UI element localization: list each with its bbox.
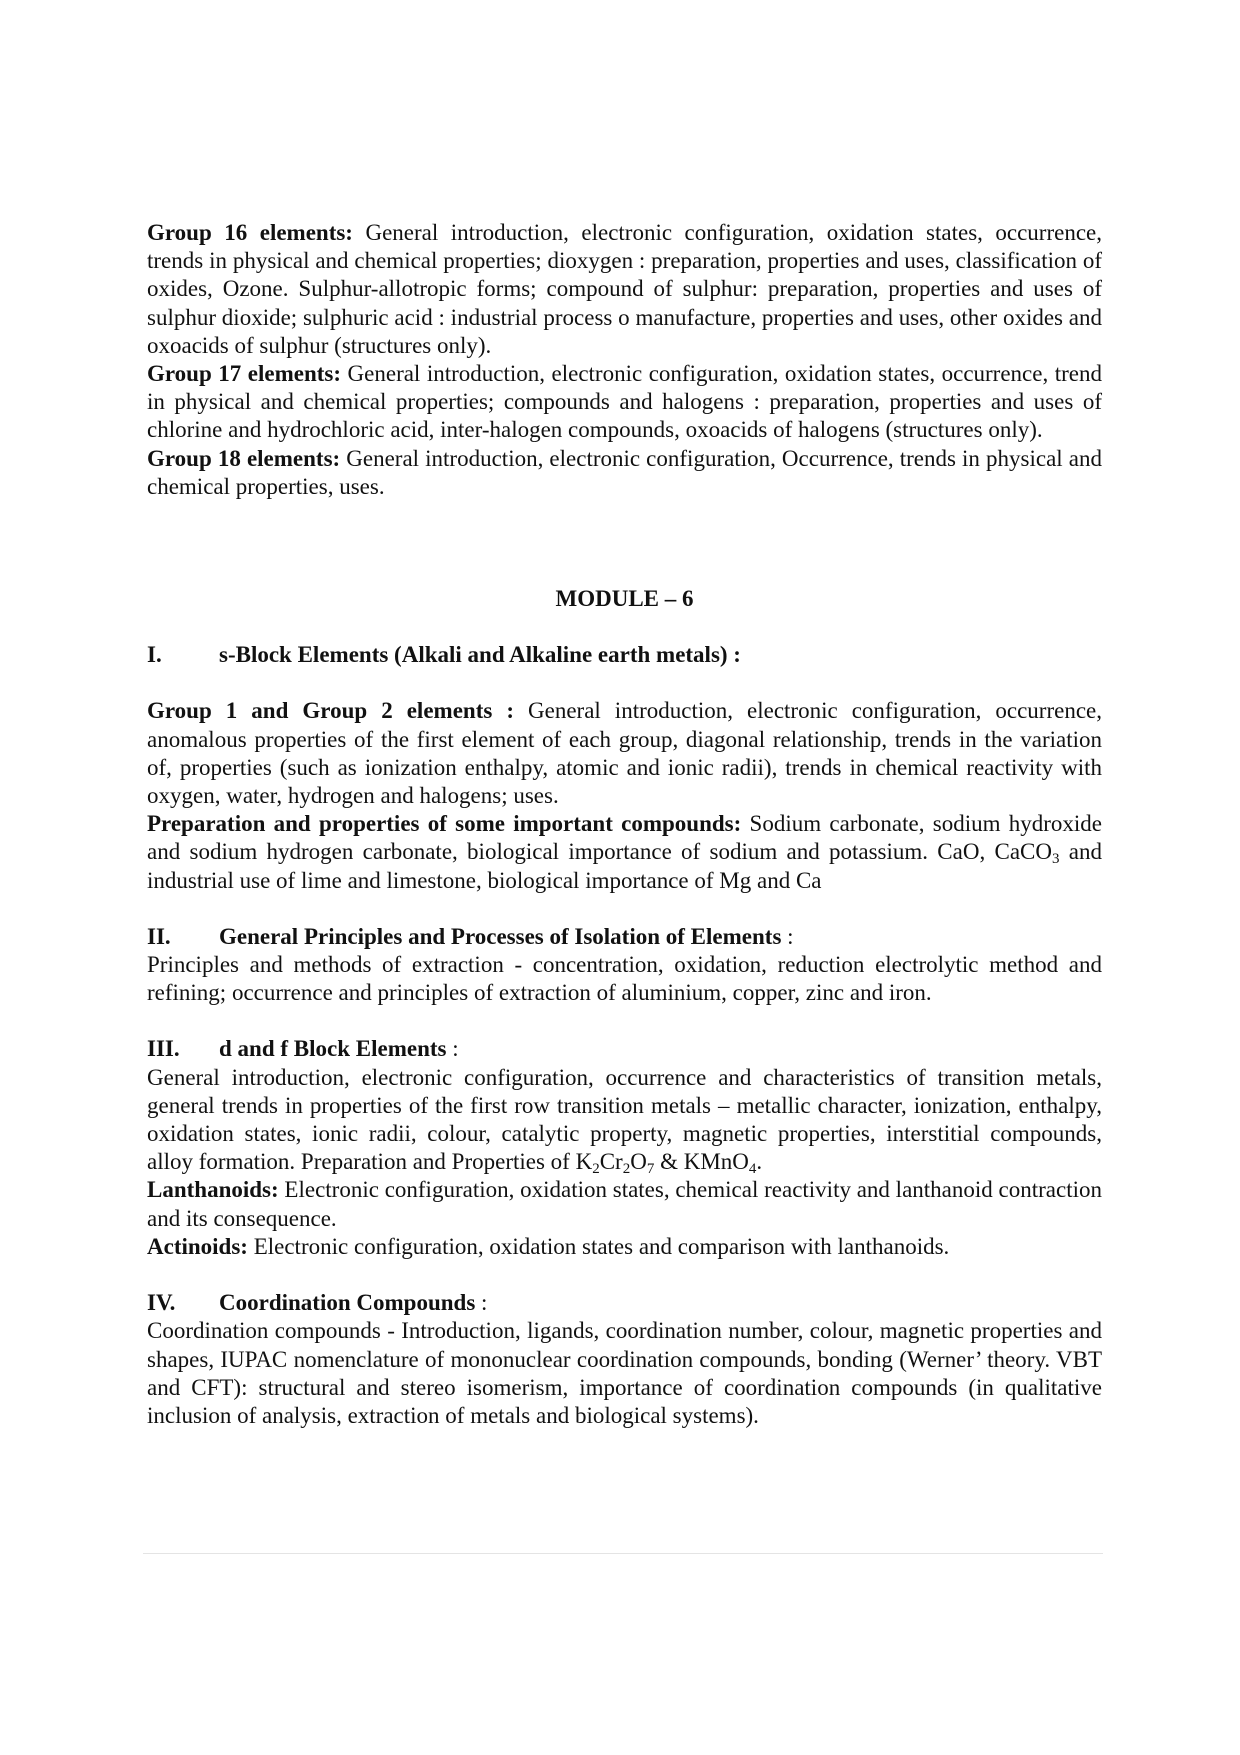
actinoids-label: Actinoids: bbox=[147, 1233, 248, 1259]
group18-text: General introduction, electronic configuration, Occurrence, trends in physical and chemical properties, uses. bbox=[147, 445, 1102, 499]
group18-label: Group 18 elements: bbox=[147, 445, 341, 471]
section-title: General Principles and Processes of Isolation of Elements : bbox=[219, 923, 794, 949]
section-number: IV. bbox=[147, 1290, 176, 1316]
actinoids-paragraph bbox=[147, 1233, 1102, 1261]
preparation-label: Preparation and properties of some important compounds: bbox=[147, 811, 742, 837]
group18-paragraph bbox=[147, 445, 1102, 501]
d-f-block-text: General introduction, electronic configuration, occurrence and characteristics of transition metals, general trends in properties of the first row transition metals – metallic character, ionization, enthalpy, oxidation states, ionic radii, colour, catalytic property, magnetic properties, interstitial compounds, alloy formation. Preparation and Properties of K bbox=[147, 1064, 1102, 1175]
subscript: 4 bbox=[748, 1161, 757, 1178]
formula-part: & KMnO bbox=[654, 1149, 749, 1175]
formula-part: Cr bbox=[599, 1149, 623, 1175]
preparation-paragraph bbox=[147, 810, 1102, 895]
coordination-paragraph: Coordination compounds - Introduction, ligands, coordination number, colour, magnetic properties and shapes, IUPAC nomenclature of mononuclear coordination compounds, bonding (Werner’ theory. VBT and CFT): structural and stereo isomerism, importance of coordination compounds (in qualitative inclusion of analysis, extraction of metals and biological systems). bbox=[147, 1318, 1102, 1428]
section-number: I. bbox=[147, 642, 162, 668]
section-number: II. bbox=[147, 923, 171, 949]
section-heading-coordination bbox=[147, 1289, 1102, 1317]
section-title: s-Block Elements (Alkali and Alkaline earth metals) : bbox=[219, 642, 741, 668]
preparation-text-end: and industrial use of lime and limestone, biological importance of Mg and Ca bbox=[147, 839, 1102, 893]
group1-2-label: Group 1 and Group 2 elements : bbox=[147, 698, 514, 724]
group17-label: Group 17 elements: bbox=[147, 361, 342, 387]
group1-2-paragraph bbox=[147, 697, 1102, 810]
section-heading-s-block bbox=[147, 641, 1102, 669]
isolation-paragraph: Principles and methods of extraction - concentration, oxidation, reduction electrolytic method and refining; occurrence and principles of extraction of aluminium, copper, zinc and iron. bbox=[147, 952, 1102, 1006]
group16-text: General introduction, electronic configuration, oxidation states, occurrence, trends in physical and chemical properties; dioxygen : preparation, properties and uses, classification of oxides, Ozone. Sulphur-allotropic forms; compound of sulphur: preparation, properties and uses of sulphur dioxide; sulphuric acid : industrial process o manufacture, properties and uses, other oxides and oxoacids of sulphur (structures only). bbox=[147, 220, 1102, 358]
formula-part: . bbox=[756, 1149, 763, 1175]
lanthanoids-label: Lanthanoids: bbox=[147, 1177, 279, 1203]
lanthanoids-paragraph bbox=[147, 1176, 1102, 1232]
subscript: 3 bbox=[1052, 851, 1060, 868]
subscript: 7 bbox=[646, 1161, 655, 1178]
document-page bbox=[147, 219, 1102, 1430]
group17-paragraph bbox=[147, 360, 1102, 445]
actinoids-text: Electronic configuration, oxidation states and comparison with lanthanoids. bbox=[247, 1233, 950, 1259]
group17-text: General introduction, electronic configuration, oxidation states, occurrence, trend in physical and chemical properties; compounds and halogens : preparation, properties and uses of chlorine and hydrochloric acid, inter-halogen compounds, oxoacids of halogens (structures only). bbox=[147, 361, 1102, 443]
formula-part: O bbox=[630, 1149, 647, 1175]
subscript: 2 bbox=[622, 1161, 631, 1178]
section-heading-isolation bbox=[147, 923, 1102, 951]
group16-paragraph bbox=[147, 219, 1102, 360]
d-f-block-paragraph bbox=[147, 1064, 1102, 1177]
subscript: 2 bbox=[592, 1161, 600, 1178]
group1-2-text: General introduction, electronic configuration, occurrence, anomalous properties of the first element of each group, diagonal relationship, trends in the variation of, properties (such as ionization enthalpy, atomic and ionic radii), trends in chemical reactivity with oxygen, water, hydrogen and halogens; uses. bbox=[147, 698, 1102, 809]
group16-label: Group 16 elements: bbox=[147, 220, 353, 245]
footer-divider bbox=[143, 1553, 1103, 1554]
section-title: Coordination Compounds : bbox=[219, 1290, 488, 1316]
spacer bbox=[147, 669, 1102, 697]
section-title: d and f Block Elements : bbox=[219, 1036, 459, 1062]
lanthanoids-text: Electronic configuration, oxidation states, chemical reactivity and lanthanoid contraction and its consequence. bbox=[147, 1177, 1102, 1231]
preparation-text: Sodium carbonate, sodium hydroxide and sodium hydrogen carbonate, biological importance of sodium and potassium. CaO, CaCO bbox=[147, 811, 1102, 865]
module-title: MODULE – 6 bbox=[555, 586, 694, 612]
section-number: III. bbox=[147, 1036, 180, 1062]
section-heading-d-f-block bbox=[147, 1035, 1102, 1063]
